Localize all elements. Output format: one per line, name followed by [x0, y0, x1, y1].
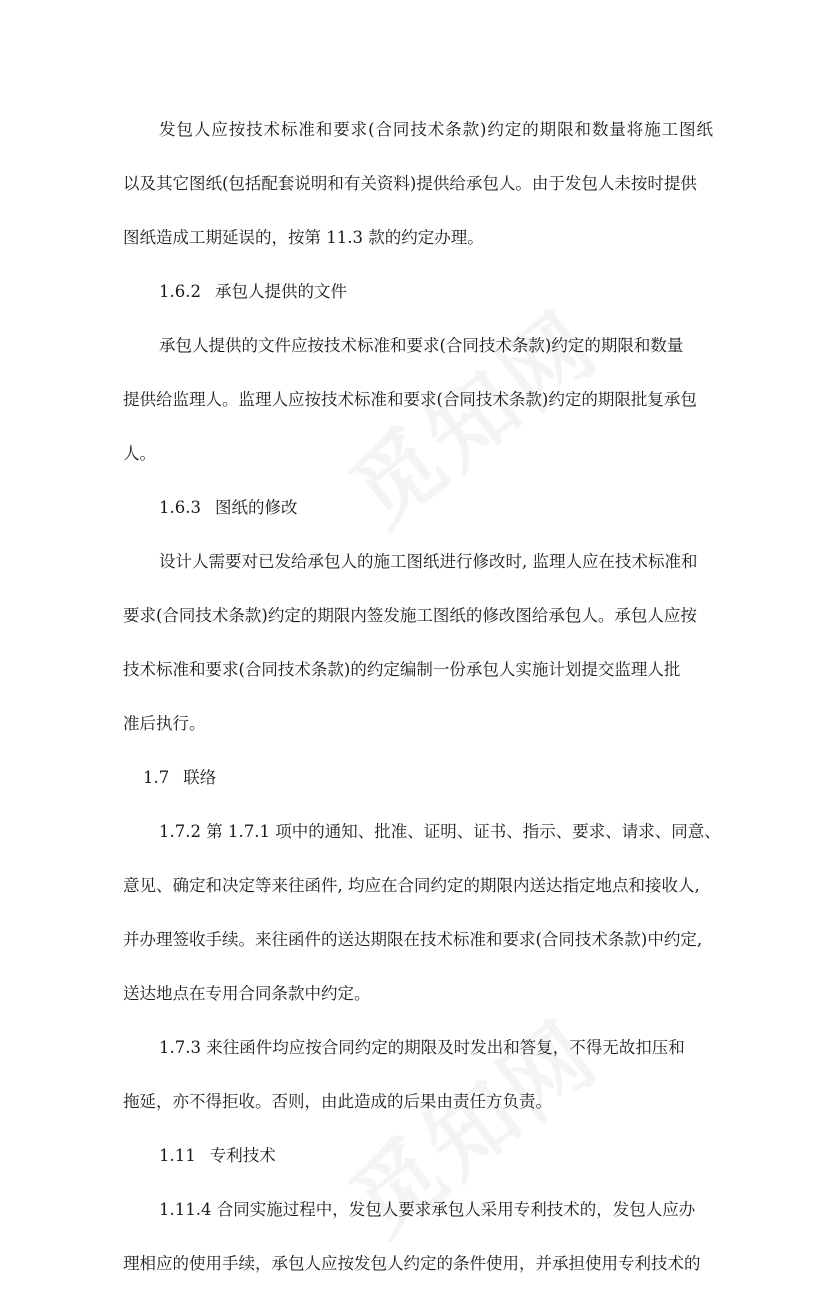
section-number: 1.7	[143, 768, 170, 787]
section-title: 联络	[183, 768, 217, 787]
section-title: 专利技术	[209, 1146, 276, 1165]
paragraph-line: 拖延，亦不得拒收。否则，由此造成的后果由责任方负责。	[123, 1092, 552, 1111]
paragraph-line: 1.11.4 合同实施过程中，发包人要求承包人采用专利技术的，发包人应办	[159, 1200, 696, 1219]
paragraph-line: 提供给监理人。监理人应按技术标准和要求(合同技术条款)约定的期限批复承包	[123, 390, 697, 409]
section-number: 1.6.2	[159, 282, 201, 301]
document-body	[123, 103, 721, 1291]
section-heading	[123, 265, 713, 319]
paragraph-line: 技术标准和要求(合同技术条款)的约定编制一份承包人实施计划提交监理人批	[123, 660, 681, 679]
paragraph-line: 人。	[123, 444, 156, 463]
paragraph-line: 要求(合同技术条款)约定的期限内签发施工图纸的修改图给承包人。承包人应按	[123, 606, 697, 625]
paragraph-line: 准后执行。	[123, 714, 206, 733]
paragraph-line: 1.7.3 来往函件均应按合同约定的期限及时发出和答复，不得无故扣压和	[159, 1038, 685, 1057]
paragraph-line: 发包人应按技术标准和要求(合同技术条款)约定的期限和数量将施工图纸	[159, 120, 713, 139]
paragraph-line: 承包人提供的文件应按技术标准和要求(合同技术条款)约定的期限和数量	[159, 336, 684, 355]
paragraph-line: 图纸造成工期延误的，按第 11.3 款的约定办理。	[123, 228, 484, 247]
paragraph-line: 1.7.2 第 1.7.1 项中的通知、批准、证明、证书、指示、要求、请求、同意、	[159, 822, 721, 841]
section-heading	[123, 751, 713, 805]
paragraph-line: 意见、确定和决定等来往函件, 均应在合同约定的期限内送达指定地点和接收人,	[123, 876, 700, 895]
section-heading	[123, 1129, 713, 1183]
section-number: 1.6.3	[159, 498, 201, 517]
paragraph-line: 并办理签收手续。来往函件的送达期限在技术标准和要求(合同技术条款)中约定,	[123, 930, 703, 949]
section-title: 图纸的修改	[214, 498, 298, 517]
section-heading	[123, 481, 713, 535]
paragraph-line: 送达地点在专用合同条款中约定。	[123, 984, 371, 1003]
paragraph-line: 设计人需要对已发给承包人的施工图纸进行修改时, 监理人应在技术标准和	[159, 552, 698, 571]
paragraph-line: 以及其它图纸(包括配套说明和有关资料)提供给承包人。由于发包人未按时提供	[123, 174, 697, 193]
section-title: 承包人提供的文件	[214, 282, 347, 301]
paragraph-line: 理相应的使用手续，承包人应按发包人约定的条件使用，并承担使用专利技术的	[123, 1254, 701, 1273]
section-number: 1.11	[159, 1146, 196, 1165]
